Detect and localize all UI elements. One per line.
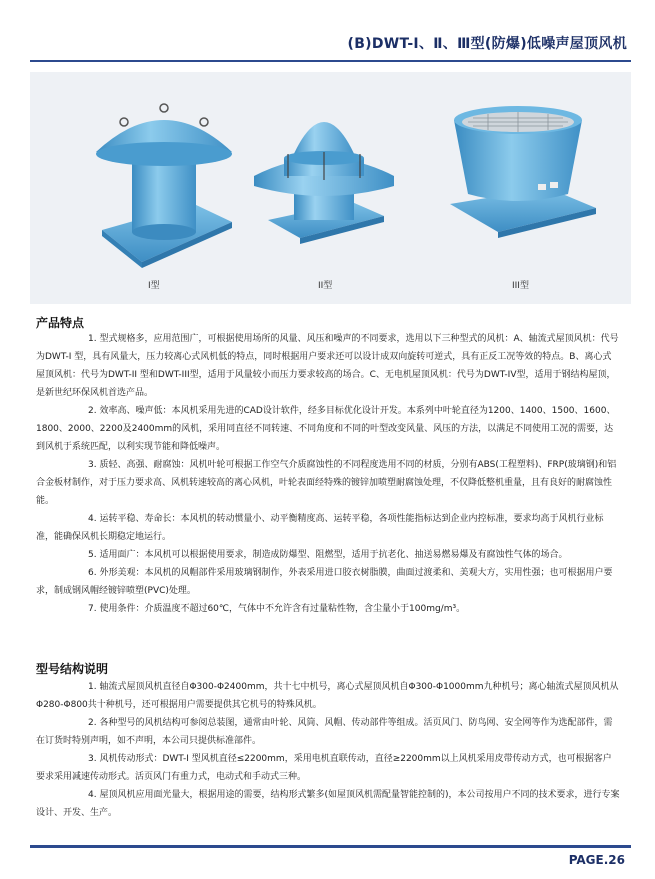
structure-paragraph: 3. 风机传动形式：DWT-I 型风机直径≤2200mm，采用电机直联传动，直径≥2200mm以上风机采用皮带传动方式，也可根据客户要求采用减速传动形式。活页风门有重力式，电动式和手动式三种。 — [36, 754, 612, 782]
section-title-model-structure: 型号结构说明 — [36, 662, 109, 676]
feature-paragraph: 1. 型式规格多，应用范围广，可根据使用场所的风量、风压和噪声的不同要求，选用以下三种型式的风机：A、轴流式屋顶风机：代号为DWT-I 型，具有风量大，压力较离心式风机低的特点，同时根据用户要求还可以设计成双向旋转可逆式，具有正反工况等效的特点。B、离心式屋顶风机：代号为DWT-II 型和DWT-III型，适用于风量较小而压力要求较高的场合。C、无电机屋顶风机：代号为DWT-IV型，适用于钢结构屋顶，是新世纪环保风机首选产品。 — [36, 334, 619, 398]
feature-paragraph: 2. 效率高、噪声低：本风机采用先进的CAD设计软件，经多目标优化设计开发。本系列中叶轮直径为1200、1400、1500、1600、1800、2000、2200及2400mm的风机，采用同直径不同转速、不同角度和不同的叶型改变风量、风压的方法，以满足不同使用工况的需要，达到风机于系统匹配，以利实现节能和降低噪声。 — [36, 406, 616, 452]
fan-type-1-label: I型 — [148, 281, 160, 291]
structure-paragraph: 1. 轴流式屋顶风机直径自Φ300-Φ2400mm，共十七中机号，离心式屋顶风机自Φ300-Φ1000mm九种机号；离心轴流式屋顶风机从Φ280-Φ800共十种机号，还可根据用户需要提供其它机号的特殊风机。 — [36, 682, 619, 710]
model-structure-body — [36, 678, 620, 822]
feature-paragraph: 3. 质轻、高强、耐腐蚀：风机叶轮可根据工作空气介质腐蚀性的不同程度选用不同的材质，分别有ABS(工程塑料)、FRP(玻璃钢)和铝合金板材制作，对于压力要求高、风机转速较高的离心风机，叶轮表面经特殊的镀锌加喷塑耐腐蚀处理，不仅降低整机重量，且有良好的耐腐蚀性能。 — [36, 460, 617, 506]
fan-type-3-image — [428, 92, 608, 272]
fan-type-3-label: III型 — [512, 281, 529, 291]
section-title-features: 产品特点 — [36, 316, 85, 330]
structure-paragraph: 2. 各种型号的风机结构可参阅总装图，通常由叶轮、风筒、风帽、传动部件等组成。活页风门、防鸟网、安全网等作为选配部件，需在订货时特别声明，如不声明，本公司只提供标准部件。 — [36, 718, 613, 746]
fan-type-1-image — [84, 92, 244, 272]
page-title: (B)DWT-Ⅰ、Ⅱ、Ⅲ型(防爆)低噪声屋顶风机 — [347, 36, 627, 52]
page-number: PAGE.26 — [568, 853, 625, 867]
header-bar — [30, 24, 631, 62]
feature-paragraph: 7. 使用条件：介质温度不超过60℃，气体中不允许含有过量粘性物，含尘量小于100mg/m³。 — [88, 604, 466, 614]
structure-paragraph: 4. 屋顶风机应用面光量大，根据用途的需要，结构形式繁多(如屋顶风机需配量智能控制的)，本公司按用户不同的技术要求，进行专案设计、开发、生产。 — [36, 790, 620, 818]
feature-paragraph: 6. 外形美观：本风机的风帽部件采用玻璃钢制作，外表采用进口胶衣树脂膜，曲面过渡柔和、美观大方，实用性强；也可根据用户要求，制成钢风帽经镀锌喷塑(PVC)处理。 — [36, 568, 613, 596]
features-body — [36, 330, 620, 618]
fan-type-2-image — [244, 94, 404, 274]
fan-type-2-label: II型 — [318, 281, 333, 291]
feature-paragraph: 4. 运转平稳、寿命长：本风机的转动惯量小、动平衡精度高、运转平稳，各项性能指标达到企业内控标准，要求均高于风机行业标准，能确保风机长期稳定地运行。 — [36, 514, 604, 542]
product-photo-panel — [30, 72, 631, 304]
footer-rule — [30, 845, 631, 848]
feature-paragraph: 5. 适用面广：本风机可以根据使用要求，制造成防爆型、阻燃型，适用于抗老化、抽送易燃易爆及有腐蚀性气体的场合。 — [88, 550, 568, 560]
